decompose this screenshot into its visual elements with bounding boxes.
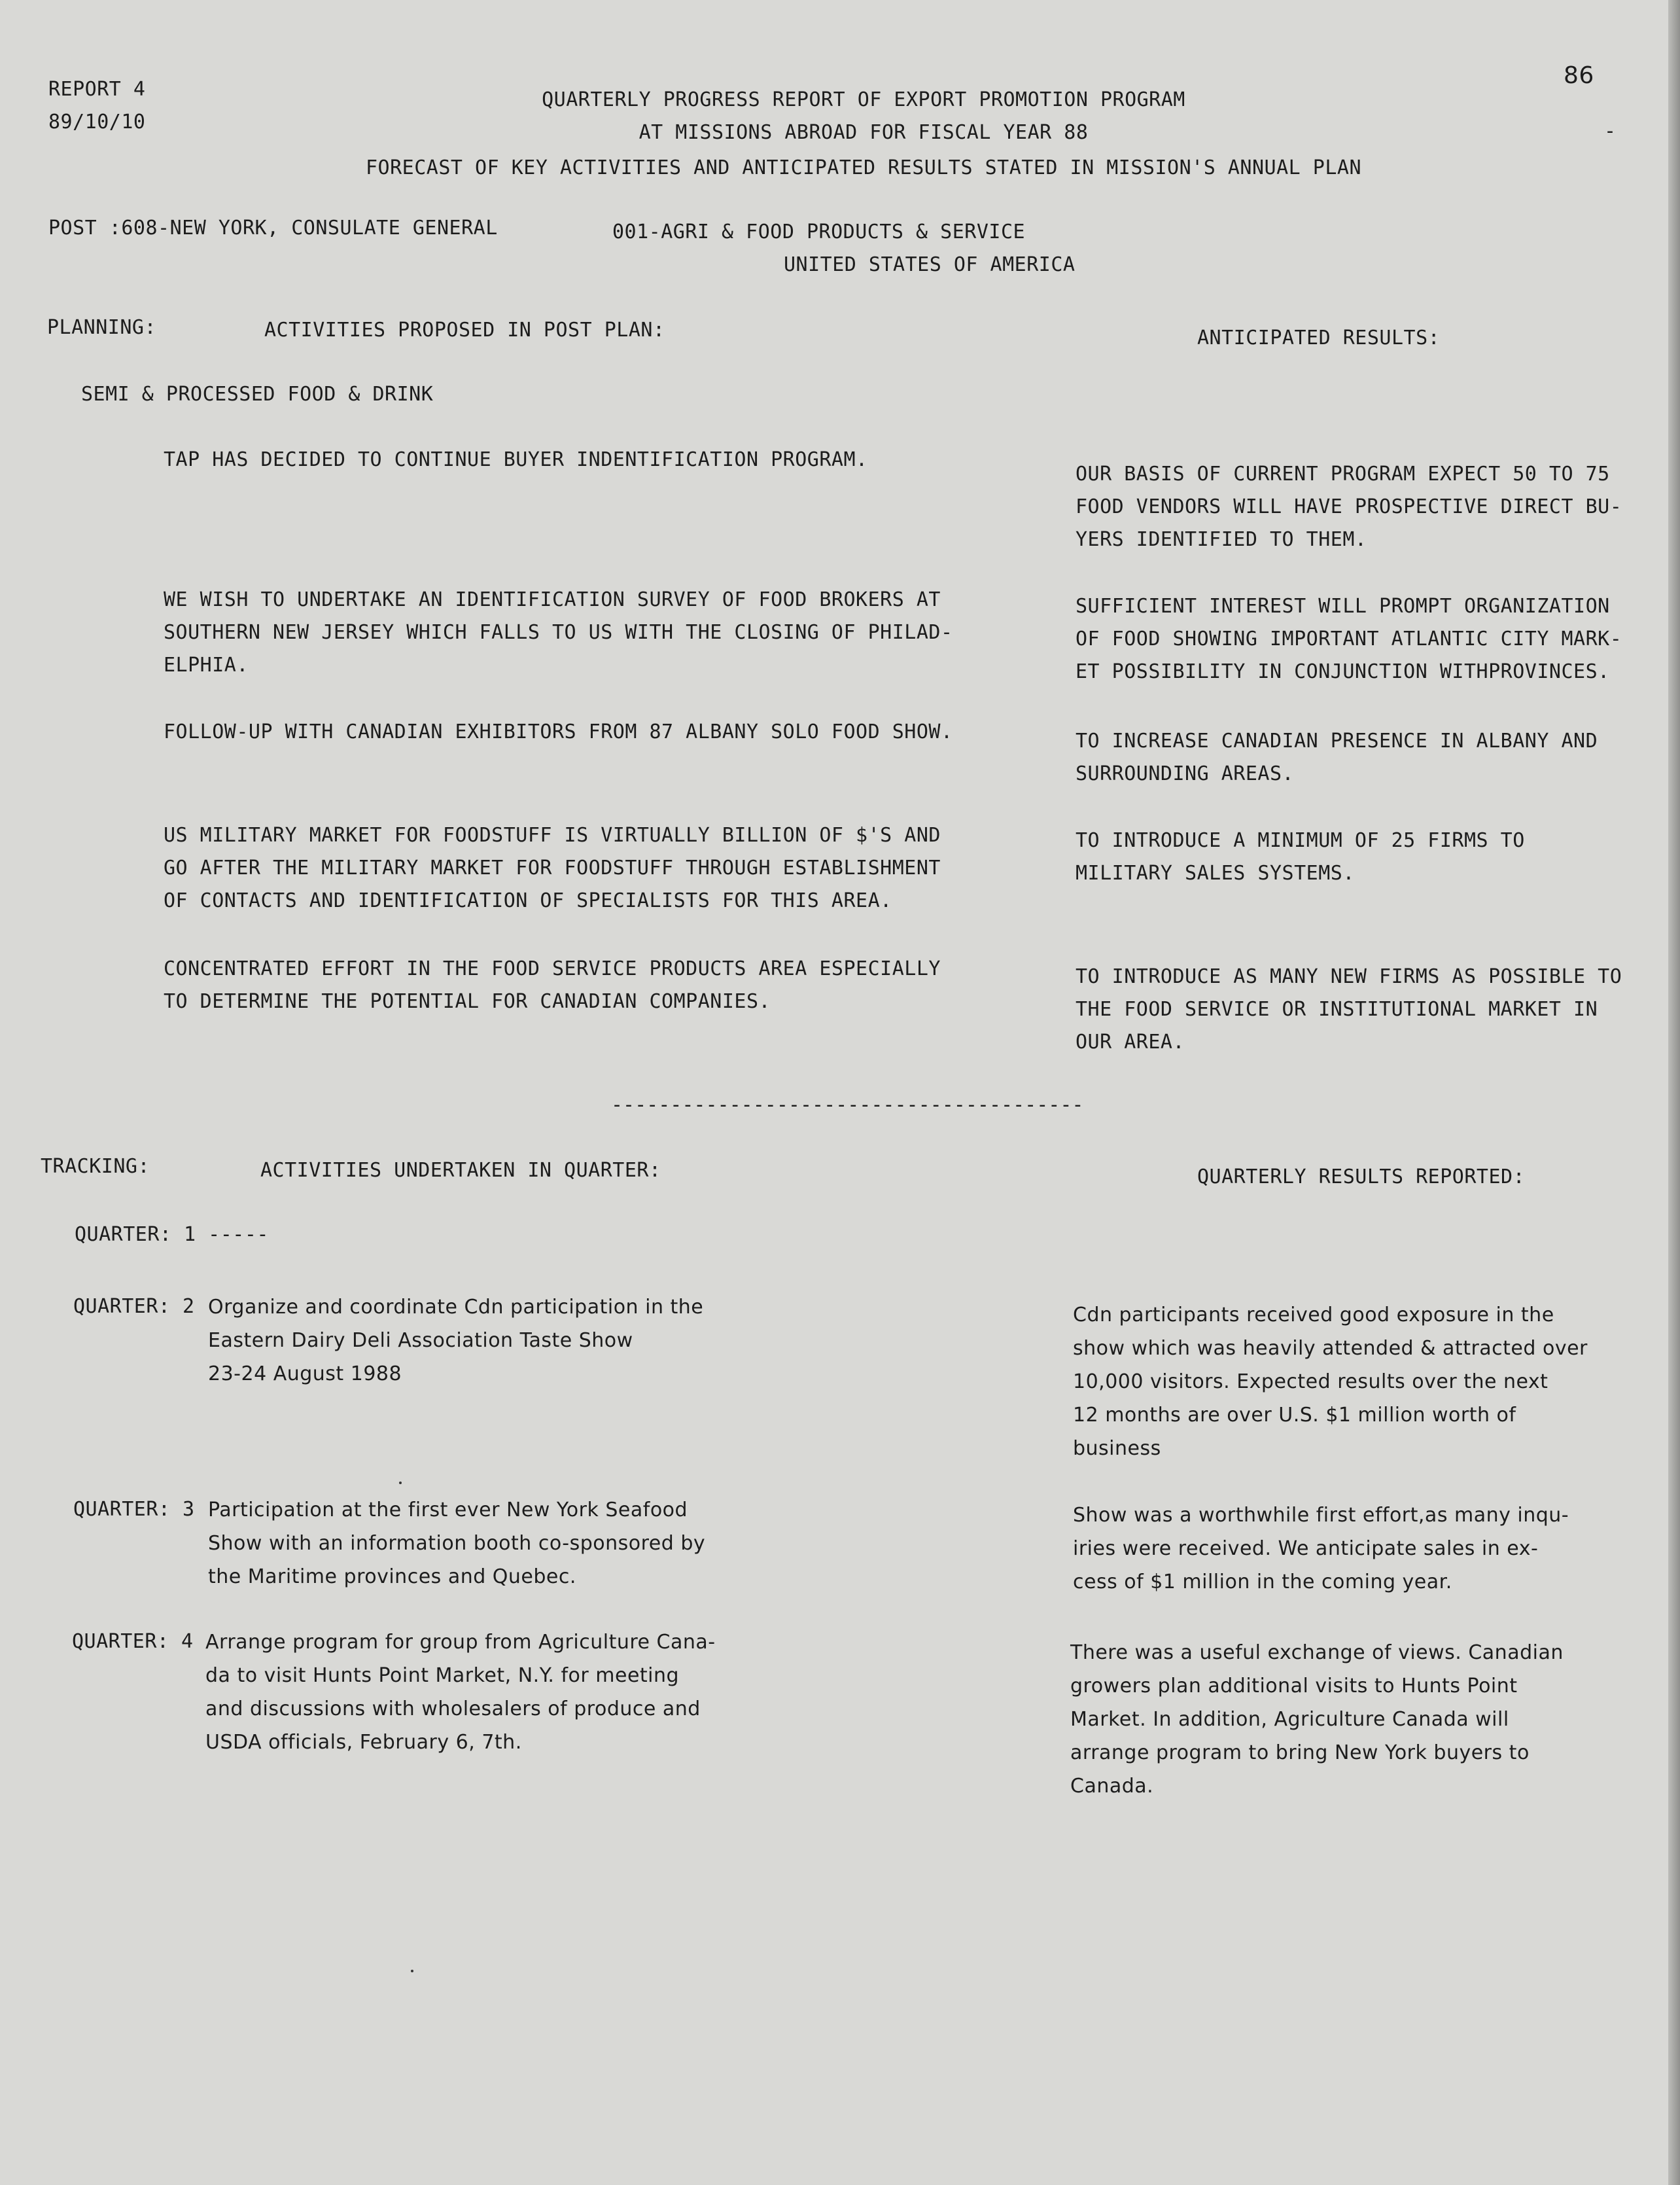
quarter-3-activity: Participation at the first ever New York Seafood Show with an information booth co-sponsored by the Maritime provinces and Quebec. xyxy=(208,1499,706,1588)
quarter-4-activity: Arrange program for group from Agriculture Cana- da to visit Hunts Point Market, N.Y. for meeting and discussions with wholesalers of produce and USDA officials, February 6, 7th. xyxy=(205,1631,716,1754)
quarter-4-result: There was a useful exchange of views. Canadian growers plan additional visits to Hunts Point Market. In addition, Agriculture Canada will arrange program to bring New York buyers to Canada. xyxy=(1070,1641,1564,1798)
title-line-2: AT MISSIONS ABROAD FOR FISCAL YEAR 88 xyxy=(639,121,1089,144)
planning-activity-1: TAP HAS DECIDED TO CONTINUE BUYER INDENTIFICATION PROGRAM. xyxy=(164,448,868,471)
planning-result-5: TO INTRODUCE AS MANY NEW FIRMS AS POSSIBLE TO THE FOOD SERVICE OR INSTITUTIONAL MARKET IN OUR AREA. xyxy=(1076,965,1622,1054)
planning-result-2: SUFFICIENT INTEREST WILL PROMPT ORGANIZATION OF FOOD SHOWING IMPORTANT ATLANTIC CITY MARK- ET POSSIBILITY IN CONJUNCTION WITHPROVINCES. xyxy=(1076,595,1622,683)
quarter-3-label: QUARTER: 3 xyxy=(73,1498,195,1521)
page-edge xyxy=(1668,0,1680,2185)
report-date: 89/10/10 xyxy=(48,111,146,133)
planning-label: PLANNING: xyxy=(47,316,157,339)
quarter-2-activity: Organize and coordinate Cdn participation in the Eastern Dairy Deli Association Taste Show 23-24 August 1988 xyxy=(208,1296,704,1385)
report-number: REPORT 4 xyxy=(48,78,146,101)
planning-activity-5: CONCENTRATED EFFORT IN THE FOOD SERVICE PRODUCTS AREA ESPECIALLY TO DETERMINE THE POTENTIAL FOR CANADIAN COMPANIES. xyxy=(164,957,941,1013)
country-name: UNITED STATES OF AMERICA xyxy=(784,253,1076,276)
sector-name: 001-AGRI & FOOD PRODUCTS & SERVICE xyxy=(612,221,1026,243)
ink-speck xyxy=(411,1970,413,1972)
planning-category: SEMI & PROCESSED FOOD & DRINK xyxy=(81,383,434,406)
quarter-2-result: Cdn participants received good exposure in the show which was heavily attended & attracted over 10,000 visitors. Expected results over the next 12 months are over U.S. $1 million worth of business xyxy=(1073,1304,1588,1460)
quarter-1-label: QUARTER: 1 ----- xyxy=(75,1223,269,1246)
tracking-label: TRACKING: xyxy=(41,1155,150,1178)
section-divider: ---------------------------------------- xyxy=(611,1093,1084,1116)
post-name: POST :608-NEW YORK, CONSULATE GENERAL xyxy=(48,217,498,240)
dash-mark: - xyxy=(1604,120,1617,143)
page-number: 86 xyxy=(1564,62,1594,89)
planning-results-header: ANTICIPATED RESULTS: xyxy=(1197,327,1441,349)
planning-result-3: TO INCREASE CANADIAN PRESENCE IN ALBANY AND SURROUNDING AREAS. xyxy=(1076,730,1598,785)
title-line-3: FORECAST OF KEY ACTIVITIES AND ANTICIPATED RESULTS STATED IN MISSION'S ANNUAL PLAN xyxy=(365,156,1362,179)
planning-activities-header: ACTIVITIES PROPOSED IN POST PLAN: xyxy=(264,319,665,342)
quarter-2-label: QUARTER: 2 xyxy=(73,1295,195,1318)
planning-activity-3: FOLLOW-UP WITH CANADIAN EXHIBITORS FROM 87 ALBANY SOLO FOOD SHOW. xyxy=(164,720,953,743)
title-line-1: QUARTERLY PROGRESS REPORT OF EXPORT PROMOTION PROGRAM xyxy=(542,88,1185,111)
quarter-4-label: QUARTER: 4 xyxy=(72,1630,194,1653)
planning-result-4: TO INTRODUCE A MINIMUM OF 25 FIRMS TO MILITARY SALES SYSTEMS. xyxy=(1076,829,1525,885)
quarter-3-result: Show was a worthwhile first effort,as many inqu- iries were received. We anticipate sales in ex- cess of $1 million in the coming year. xyxy=(1073,1504,1569,1593)
tracking-results-header: QUARTERLY RESULTS REPORTED: xyxy=(1197,1165,1526,1188)
planning-result-1: OUR BASIS OF CURRENT PROGRAM EXPECT 50 TO 75 FOOD VENDORS WILL HAVE PROSPECTIVE DIRECT BU- YERS IDENTIFIED TO THEM. xyxy=(1076,463,1622,551)
ink-speck xyxy=(399,1482,402,1484)
tracking-activities-header: ACTIVITIES UNDERTAKEN IN QUARTER: xyxy=(260,1159,661,1182)
planning-activity-2: WE WISH TO UNDERTAKE AN IDENTIFICATION SURVEY OF FOOD BROKERS AT SOUTHERN NEW JERSEY WHICH FALLS TO US WITH THE CLOSING OF PHILAD- ELPHIA. xyxy=(164,588,953,677)
planning-activity-4: US MILITARY MARKET FOR FOODSTUFF IS VIRTUALLY BILLION OF $'S AND GO AFTER THE MILITARY MARKET FOR FOODSTUFF THROUGH ESTABLISHMENT OF CONTACTS AND IDENTIFICATION OF SPECIALISTS FOR THIS AREA. xyxy=(164,824,941,912)
